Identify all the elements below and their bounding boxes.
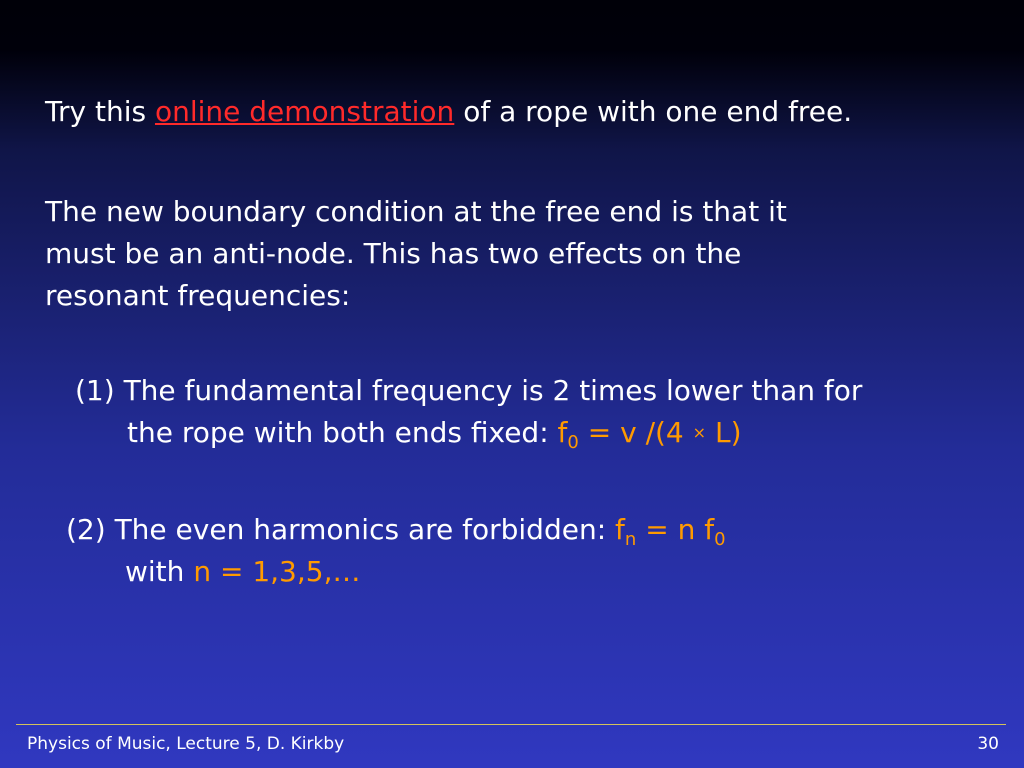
intro-before: Try this <box>45 95 155 128</box>
formula-end: L) <box>706 416 742 449</box>
paragraph-line-b: must be an anti-node. This has two effects on the <box>45 237 742 270</box>
odd-n-values: n = 1,3,5,… <box>193 555 361 588</box>
intro-after: of a rope with one end free. <box>454 95 853 128</box>
intro-line <box>45 91 852 133</box>
formula-sub-0: 0 <box>714 529 726 550</box>
formula-f: f <box>557 416 568 449</box>
paragraph-line-a: The new boundary condition at the free end is that it <box>45 195 787 228</box>
times-symbol: × <box>692 423 707 442</box>
fundamental-formula <box>557 416 742 453</box>
formula-sub-n: n <box>624 529 637 550</box>
online-demonstration-link[interactable]: online demonstration <box>154 95 455 128</box>
item2-line-b <box>66 551 726 593</box>
footer-divider <box>16 724 1006 725</box>
item1-line-b-text: the rope with both ends fixed: <box>127 416 558 449</box>
effect-item-2 <box>66 509 726 593</box>
item2-line-a <box>66 509 726 551</box>
formula-eq: = n f <box>636 513 715 546</box>
formula-sub-0: 0 <box>567 432 579 453</box>
item1-line-a: (1) The fundamental frequency is 2 times lower than for <box>75 374 863 407</box>
harmonic-formula <box>615 513 726 550</box>
effect-item-1 <box>75 370 862 454</box>
item2-line-b-text: with <box>125 555 194 588</box>
paragraph-line-c: resonant frequencies: <box>45 279 351 312</box>
item2-line-a-text: (2) The even harmonics are forbidden: <box>66 513 616 546</box>
footer-course-title: Physics of Music, Lecture 5, D. Kirkby <box>27 734 345 754</box>
formula-eq: = v /(4 <box>578 416 693 449</box>
boundary-paragraph <box>45 191 787 317</box>
formula-f: f <box>615 513 625 546</box>
item1-line-b <box>75 412 862 454</box>
footer-page-number: 30 <box>977 734 999 754</box>
